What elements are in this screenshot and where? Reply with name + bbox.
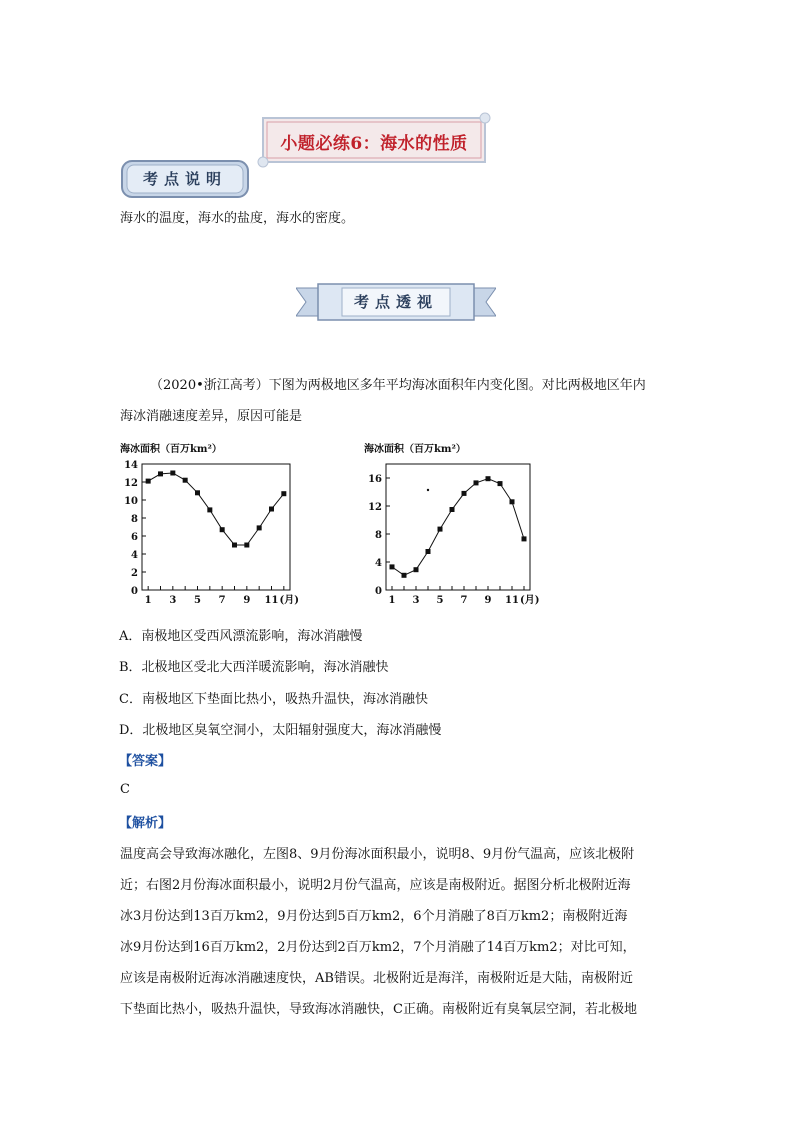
data-point — [390, 564, 395, 569]
data-point — [402, 573, 407, 578]
x-axis-label: (月) — [520, 595, 540, 606]
intro-text: 海水的温度，海水的盐度，海水的密度。 — [120, 211, 355, 226]
y-tick-label: 12 — [368, 502, 382, 513]
y-tick-label: 6 — [131, 532, 138, 543]
x-tick-label: 1 — [144, 595, 152, 606]
analysis-line: 近；右图2月份海冰面积最小，说明2月份气温高，应该是南极附近。据图分析北极附近海 — [120, 878, 631, 893]
x-tick-label: 5 — [194, 595, 201, 606]
question-text: 海冰消融速度差异，原因可能是 — [120, 409, 303, 424]
answer-value: C — [120, 782, 130, 797]
data-point — [220, 527, 225, 532]
analysis-line: 下垫面比热小，吸热升温快，导致海冰消融快，C正确。南极附近有臭氧层空洞，若北极地 — [120, 1002, 637, 1017]
section-badge-explanation — [119, 158, 251, 200]
title-banner — [257, 112, 491, 168]
data-point — [170, 471, 175, 476]
data-point — [232, 543, 237, 548]
antarctic-sea-ice-chart — [364, 438, 554, 610]
data-point — [462, 491, 467, 496]
data-point — [244, 543, 249, 548]
data-point — [146, 479, 151, 484]
section-badge-perspective — [296, 282, 496, 322]
data-point — [510, 499, 515, 504]
option-d: D．北极地区臭氧空洞小，太阳辐射强度大，海冰消融慢 — [119, 723, 442, 738]
y-axis-label: 海冰面积（百万km²） — [120, 444, 222, 455]
x-tick-label: 11 — [264, 595, 279, 606]
arctic-sea-ice-chart — [118, 438, 318, 610]
plot-frame — [386, 464, 530, 590]
y-tick-label: 8 — [375, 530, 382, 541]
x-tick-label: 9 — [243, 595, 251, 606]
x-tick-label: 3 — [412, 595, 420, 606]
data-point — [269, 507, 274, 512]
y-tick-label: 2 — [131, 568, 138, 579]
data-point — [438, 527, 443, 532]
analysis-label: 【解析】 — [119, 816, 172, 831]
x-tick-label: 1 — [388, 595, 396, 606]
answer-label: 【答案】 — [119, 754, 172, 769]
analysis-line: 冰9月份达到16百万km2，2月份达到2百万km2，7个月消融了14百万km2；对比可知， — [120, 940, 636, 955]
series-line — [148, 473, 284, 545]
data-point — [281, 491, 286, 496]
data-point — [195, 490, 200, 495]
data-point — [207, 507, 212, 512]
data-point — [522, 536, 527, 541]
y-tick-label: 4 — [131, 550, 138, 561]
series-line — [392, 479, 524, 576]
stray-dot — [427, 489, 429, 491]
data-point — [450, 507, 455, 512]
analysis-line: 冰3月份达到13百万km2，9月份达到5百万km2，6个月消融了8百万km2；南极附近海 — [120, 909, 628, 924]
data-point — [474, 480, 479, 485]
question-text: （2020•浙江高考）下图为两极地区多年平均海冰面积年内变化图。对比两极地区年内 — [150, 378, 646, 393]
y-tick-label: 10 — [124, 496, 138, 507]
section-badge-label: 考点透视 — [353, 293, 438, 311]
y-tick-label: 0 — [131, 586, 138, 597]
y-tick-label: 0 — [375, 586, 382, 597]
y-tick-label: 12 — [124, 478, 138, 489]
section-badge-label: 考点说明 — [142, 170, 227, 188]
x-tick-label: 7 — [218, 595, 226, 606]
data-point — [257, 525, 262, 530]
y-tick-label: 4 — [375, 558, 382, 569]
x-tick-label: 3 — [169, 595, 177, 606]
data-point — [183, 478, 188, 483]
option-b: B．北极地区受北大西洋暖流影响，海冰消融快 — [119, 660, 389, 675]
data-point — [414, 567, 419, 572]
plot-frame — [142, 464, 290, 590]
x-tick-label: 5 — [436, 595, 444, 606]
y-tick-label: 14 — [124, 460, 138, 471]
option-c: C．南极地区下垫面比热小，吸热升温快，海冰消融快 — [119, 692, 428, 707]
page-title: 小题必练6：海水的性质 — [280, 134, 468, 154]
option-a: A．南极地区受西风漂流影响，海冰消融慢 — [119, 629, 363, 644]
data-point — [486, 476, 491, 481]
x-tick-label: 7 — [460, 595, 468, 606]
x-tick-label: 11 — [505, 595, 519, 606]
y-tick-label: 8 — [131, 514, 138, 525]
x-tick-label: 9 — [484, 595, 492, 606]
analysis-line: 温度高会导致海冰融化，左图8、9月份海冰面积最小，说明8、9月份气温高，应该北极附 — [120, 847, 635, 862]
analysis-line: 应该是南极附近海冰消融速度快，AB错误。北极附近是海洋，南极附近是大陆，南极附近 — [120, 971, 633, 986]
data-point — [426, 549, 431, 554]
data-point — [498, 481, 503, 486]
data-point — [158, 471, 163, 476]
y-tick-label: 16 — [368, 474, 382, 485]
y-axis-label: 海冰面积（百万km²） — [364, 444, 466, 455]
x-axis-label: (月) — [279, 595, 299, 606]
